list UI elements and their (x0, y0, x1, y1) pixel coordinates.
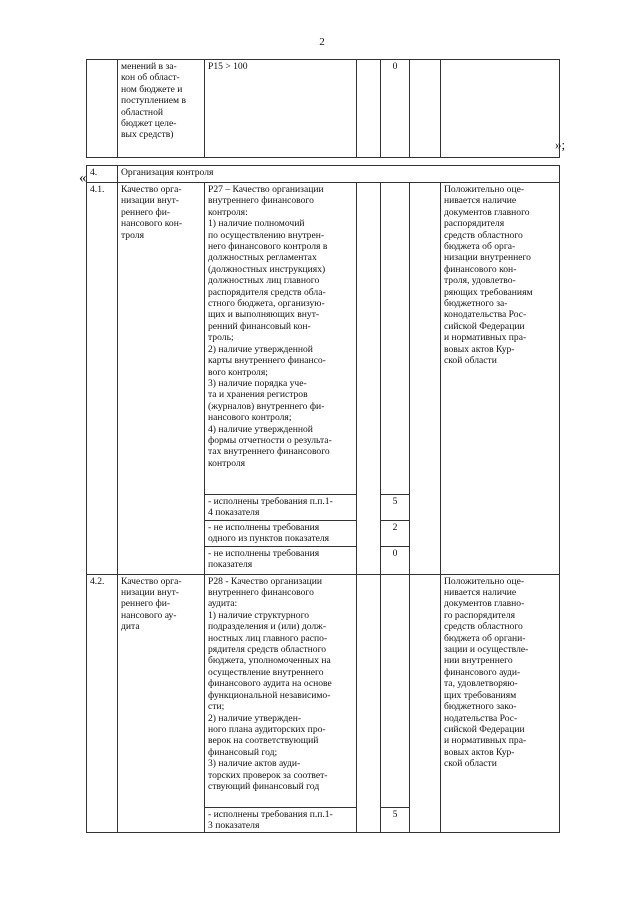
opening-quote: « (79, 170, 87, 186)
row-4-2-justification: Положительно оце- нивается наличие документов главно- го распорядителя средств областного бюджета об органи- зации и осуществле- нии внутреннего финансового ауди- та, удовлетворяю- щих требованиям бюджетного зако- нодательства Рос- сийской Федерации и нормативных пра- вовых актов Кур- ской области (441, 574, 560, 833)
row-4-2-option-1: - исполнены требования п.п.1- 3 показателя (205, 807, 357, 833)
section-title: Организация контроля (118, 166, 560, 183)
row-4-1-option-3: - не исполнены требования показателя (205, 546, 357, 574)
closing-quote: »; (555, 137, 566, 152)
row-4-1-option-1: - исполнены требования п.п.1- 4 показателя (205, 495, 357, 521)
row-4-1-option-2: - не исполнены требования одного из пунктов показателя (205, 520, 357, 546)
row-4-1-col4 (357, 183, 381, 575)
top-table (86, 59, 560, 158)
row-4-2-number: 4.2. (87, 574, 118, 833)
row-4-2-criterion: P28 - Качество организации внутреннего финансового аудита: 1) наличие структурного подразделения и (или) долж- ностных лиц главного распо- рядителя средств областного бюджета, уполномоченных на осуществление внутреннего финансового аудита на основе функциональной независимо- сти; 2) наличие утвержден- ного плана аудиторских про- верок на соответствующий финансовый год; 3) наличие актов ауди- торских проверок за соответ- ствующий финансовый год (205, 574, 357, 807)
main-table (86, 165, 560, 833)
row-4-1-score-2: 2 (381, 520, 410, 546)
row-4-2-col4 (357, 574, 381, 833)
row-4-2-name: Качество орга- низации внут- реннего фи- нансового ау- дита (118, 574, 205, 833)
top-criterion-text: менений в за- кон об област- ном бюджете и поступлением в областной бюджет целе- вых средств) (118, 60, 205, 158)
top-score: 0 (392, 61, 398, 72)
section-number: 4. (87, 166, 118, 183)
row-4-1-col5 (381, 183, 410, 495)
top-score-cell (381, 60, 410, 158)
row-4-2-col5 (381, 574, 410, 807)
page-number: 2 (319, 36, 325, 48)
row-4-2-col6 (410, 574, 441, 833)
row-4-1-criterion: P27 – Качество организации внутреннего финансового контроля: 1) наличие полномочий по осуществлению внутрен- него финансового контроля в должностных регламентах (должностных инструкциях) должностных лиц главного распорядителя средств обла- стного бюджета, организую- щих и выполняющих внут- ренний финансовый кон- троль; 2) наличие утвержденной карты внутреннего финансо- вого контроля; 3) наличие порядка уче- та и хранения регистров (журналов) внутреннего фи- нансового контроля; 4) наличие утвержденной формы отчетности о результа- тах внутреннего финансового контроля (205, 183, 357, 495)
top-formula-cell (205, 60, 357, 158)
row-4-1-number: 4.1. (87, 183, 118, 575)
top-justification-cell (441, 60, 560, 158)
top-number-cell (87, 60, 118, 158)
row-4-1-justification: Положительно оце- нивается наличие документов главного распорядителя средств областного бюджета об орга- низации внутреннего финансового кон- троля, удовлетво- ряющих требованиям бюджетного за- конодательства Рос- сийской Федерации и нормативных пра- вовых актов Кур- ской области (441, 183, 560, 575)
row-4-1-score-3: 0 (381, 546, 410, 574)
row-4-1-name: Качество орга- низации внут- реннего фи- нансового кон- троля (118, 183, 205, 575)
row-4-2-score-1: 5 (381, 807, 410, 833)
row-4-1-score-1: 5 (381, 495, 410, 521)
top-formula: P15 > 100 (208, 61, 248, 72)
top-empty-cell (357, 60, 381, 158)
row-4-1-col6 (410, 183, 441, 575)
top-empty-cell-2 (410, 60, 441, 158)
